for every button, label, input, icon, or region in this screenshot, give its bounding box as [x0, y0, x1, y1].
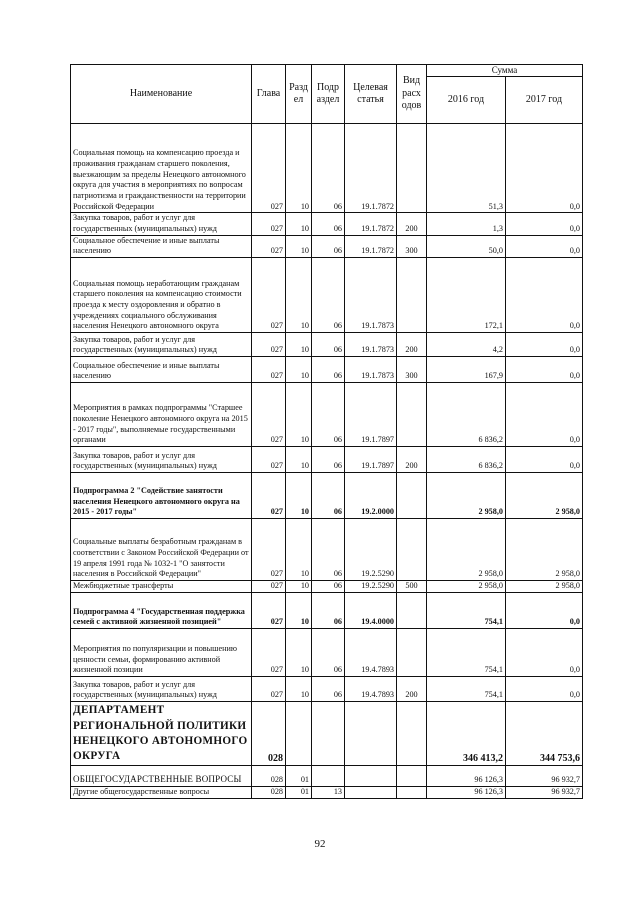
row-vid — [397, 382, 427, 446]
page-number: 92 — [314, 838, 326, 850]
row-vid: 200 — [397, 446, 427, 472]
table-row — [71, 356, 583, 382]
row-name: ДЕПАРТАМЕНТ РЕГИОНАЛЬНОЙ ПОЛИТИКИ НЕНЕЦКОГО АВТОНОМНОГО ОКРУГА — [71, 701, 252, 765]
row-sum-2017: 0,0 — [506, 628, 583, 676]
row-sum-2016: 754,1 — [427, 592, 506, 628]
row-sum-2016: 4,2 — [427, 332, 506, 356]
row-name: Закупка товаров, работ и услуг для государственных (муниципальных) нужд — [71, 676, 252, 701]
row-podrazdel: 06 — [312, 592, 345, 628]
row-razdel: 10 — [286, 332, 312, 356]
row-sum-2017: 2 958,0 — [506, 472, 583, 518]
row-sum-2016: 96 126,3 — [427, 765, 506, 786]
row-vid: 200 — [397, 213, 427, 235]
table-row — [71, 701, 583, 765]
row-name: Подпрограмма 2 "Содействие занятости населения Ненецкого автономного округа на 2015 - 2017 годы" — [71, 472, 252, 518]
row-vid — [397, 472, 427, 518]
row-vid — [397, 786, 427, 798]
row-statya: 19.1.7872 — [345, 235, 397, 257]
row-sum-2016: 167,9 — [427, 356, 506, 382]
row-glava: 027 — [252, 472, 286, 518]
row-razdel: 10 — [286, 580, 312, 592]
row-razdel: 10 — [286, 382, 312, 446]
row-glava: 028 — [252, 765, 286, 786]
row-sum-2016: 346 413,2 — [427, 701, 506, 765]
row-name: Социальное обеспечение и иные выплаты населению — [71, 356, 252, 382]
row-sum-2016: 6 836,2 — [427, 446, 506, 472]
row-glava: 027 — [252, 518, 286, 580]
row-sum-2016: 754,1 — [427, 676, 506, 701]
row-name: Социальное обеспечение и иные выплаты населению — [71, 235, 252, 257]
row-razdel: 10 — [286, 235, 312, 257]
row-name: Межбюджетные трансферты — [71, 580, 252, 592]
row-sum-2016: 172,1 — [427, 257, 506, 332]
row-statya — [345, 701, 397, 765]
table-row — [71, 235, 583, 257]
header-summa: Сумма — [427, 65, 583, 77]
row-razdel: 10 — [286, 472, 312, 518]
row-vid: 500 — [397, 580, 427, 592]
row-statya: 19.1.7873 — [345, 332, 397, 356]
row-glava: 027 — [252, 124, 286, 213]
row-glava: 027 — [252, 257, 286, 332]
row-name: Мероприятия по популяризации и повышению ценности семьи, формированию активной жизненной позиции — [71, 628, 252, 676]
row-statya: 19.1.7897 — [345, 382, 397, 446]
row-razdel: 10 — [286, 213, 312, 235]
table-row — [71, 257, 583, 332]
row-sum-2017: 0,0 — [506, 235, 583, 257]
row-podrazdel: 13 — [312, 786, 345, 798]
row-podrazdel — [312, 701, 345, 765]
row-vid — [397, 592, 427, 628]
row-sum-2016: 1,3 — [427, 213, 506, 235]
header-name: Наименование — [71, 65, 252, 124]
row-razdel: 10 — [286, 518, 312, 580]
header-statya: Целевая статья — [345, 65, 397, 124]
row-sum-2017: 96 932,7 — [506, 786, 583, 798]
row-sum-2016: 2 958,0 — [427, 580, 506, 592]
row-sum-2017: 0,0 — [506, 332, 583, 356]
row-vid — [397, 628, 427, 676]
row-vid — [397, 124, 427, 213]
row-sum-2017: 0,0 — [506, 124, 583, 213]
row-sum-2017: 0,0 — [506, 446, 583, 472]
row-statya: 19.2.5290 — [345, 518, 397, 580]
row-sum-2016: 2 958,0 — [427, 518, 506, 580]
row-podrazdel: 06 — [312, 472, 345, 518]
row-podrazdel: 06 — [312, 213, 345, 235]
row-glava: 028 — [252, 701, 286, 765]
row-podrazdel: 06 — [312, 332, 345, 356]
row-vid: 200 — [397, 332, 427, 356]
row-sum-2016: 96 126,3 — [427, 786, 506, 798]
row-podrazdel: 06 — [312, 124, 345, 213]
row-glava: 027 — [252, 213, 286, 235]
row-glava: 028 — [252, 786, 286, 798]
row-razdel: 10 — [286, 124, 312, 213]
row-statya: 19.4.0000 — [345, 592, 397, 628]
row-podrazdel: 06 — [312, 382, 345, 446]
row-name: ОБЩЕГОСУДАРСТВЕННЫЕ ВОПРОСЫ — [71, 765, 252, 786]
row-sum-2016: 6 836,2 — [427, 382, 506, 446]
row-sum-2017: 0,0 — [506, 213, 583, 235]
row-podrazdel: 06 — [312, 628, 345, 676]
row-razdel: 10 — [286, 446, 312, 472]
row-podrazdel: 06 — [312, 257, 345, 332]
header-vid: Вид расх одов — [397, 65, 427, 124]
table-row — [71, 332, 583, 356]
row-podrazdel: 06 — [312, 446, 345, 472]
row-razdel: 10 — [286, 356, 312, 382]
table-row — [71, 592, 583, 628]
row-sum-2017: 2 958,0 — [506, 518, 583, 580]
row-podrazdel: 06 — [312, 580, 345, 592]
row-statya — [345, 786, 397, 798]
row-statya: 19.2.0000 — [345, 472, 397, 518]
table-row — [71, 628, 583, 676]
row-vid — [397, 701, 427, 765]
row-glava: 027 — [252, 592, 286, 628]
table-row — [71, 213, 583, 235]
table-row — [71, 765, 583, 786]
header-2017: 2017 год — [506, 77, 583, 124]
row-glava: 027 — [252, 628, 286, 676]
row-name: Социальные выплаты безработным гражданам в соответствии с Законом Российской Федерации от 19 апреля 1991 года № 1032-1 "О занятости населения в Российской Федерации" — [71, 518, 252, 580]
row-razdel: 10 — [286, 676, 312, 701]
row-razdel — [286, 701, 312, 765]
table-row — [71, 124, 583, 213]
row-razdel: 01 — [286, 786, 312, 798]
row-name: Социальная помощь на компенсацию проезда и проживания гражданам старшего поколения, выезжающим за пределы Ненецкого автономного округа для участия в мероприятиях по вопросам патриотизма и гражданственности на территории Российской Федерации — [71, 124, 252, 213]
row-statya: 19.1.7873 — [345, 356, 397, 382]
row-sum-2017: 0,0 — [506, 257, 583, 332]
header-razdel: Разд ел — [286, 65, 312, 124]
row-podrazdel — [312, 765, 345, 786]
row-name: Социальная помощь неработающим гражданам старшего поколения на компенсацию стоимости проезда к месту оздоровления и обратно в учреждениях социального обслуживания населения Ненецкого автономного округа — [71, 257, 252, 332]
row-vid — [397, 765, 427, 786]
row-vid: 200 — [397, 676, 427, 701]
row-glava: 027 — [252, 382, 286, 446]
row-sum-2017: 344 753,6 — [506, 701, 583, 765]
header-glava: Глава — [252, 65, 286, 124]
row-name: Закупка товаров, работ и услуг для государственных (муниципальных) нужд — [71, 213, 252, 235]
header-2016: 2016 год — [427, 77, 506, 124]
row-glava: 027 — [252, 332, 286, 356]
row-sum-2016: 2 958,0 — [427, 472, 506, 518]
row-sum-2017: 0,0 — [506, 676, 583, 701]
row-razdel: 10 — [286, 628, 312, 676]
table-row — [71, 382, 583, 446]
row-sum-2017: 96 932,7 — [506, 765, 583, 786]
row-glava: 027 — [252, 446, 286, 472]
row-name: Мероприятия в рамках подпрограммы "Старшее поколение Ненецкого автономного округа на 2015 - 2017 годы", выполняемые государственными органами — [71, 382, 252, 446]
row-podrazdel: 06 — [312, 356, 345, 382]
row-statya: 19.1.7872 — [345, 213, 397, 235]
row-name: Подпрограмма 4 "Государственная поддержка семей с активной жизненной позицией" — [71, 592, 252, 628]
row-sum-2017: 0,0 — [506, 592, 583, 628]
row-glava: 027 — [252, 676, 286, 701]
row-glava: 027 — [252, 580, 286, 592]
row-statya: 19.1.7872 — [345, 124, 397, 213]
table-row — [71, 472, 583, 518]
row-sum-2017: 2 958,0 — [506, 580, 583, 592]
row-vid — [397, 518, 427, 580]
table-row — [71, 446, 583, 472]
table-body — [71, 124, 583, 798]
row-sum-2017: 0,0 — [506, 356, 583, 382]
row-statya: 19.4.7893 — [345, 628, 397, 676]
row-vid: 300 — [397, 356, 427, 382]
table-row — [71, 786, 583, 798]
row-name: Закупка товаров, работ и услуг для государственных (муниципальных) нужд — [71, 446, 252, 472]
row-podrazdel: 06 — [312, 518, 345, 580]
row-glava: 027 — [252, 235, 286, 257]
row-name: Другие общегосударственные вопросы — [71, 786, 252, 798]
row-razdel: 10 — [286, 592, 312, 628]
row-sum-2016: 51,3 — [427, 124, 506, 213]
row-statya: 19.2.5290 — [345, 580, 397, 592]
row-podrazdel: 06 — [312, 676, 345, 701]
table-row — [71, 580, 583, 592]
row-sum-2016: 50,0 — [427, 235, 506, 257]
row-razdel: 01 — [286, 765, 312, 786]
table-row — [71, 676, 583, 701]
row-podrazdel: 06 — [312, 235, 345, 257]
budget-table — [70, 64, 583, 799]
row-name: Закупка товаров, работ и услуг для государственных (муниципальных) нужд — [71, 332, 252, 356]
row-statya — [345, 765, 397, 786]
header-podrazdel: Подр аздел — [312, 65, 345, 124]
row-statya: 19.1.7873 — [345, 257, 397, 332]
row-statya: 19.1.7897 — [345, 446, 397, 472]
table-row — [71, 518, 583, 580]
row-glava: 027 — [252, 356, 286, 382]
row-sum-2017: 0,0 — [506, 382, 583, 446]
row-vid — [397, 257, 427, 332]
row-sum-2016: 754,1 — [427, 628, 506, 676]
row-razdel: 10 — [286, 257, 312, 332]
row-vid: 300 — [397, 235, 427, 257]
row-statya: 19.4.7893 — [345, 676, 397, 701]
